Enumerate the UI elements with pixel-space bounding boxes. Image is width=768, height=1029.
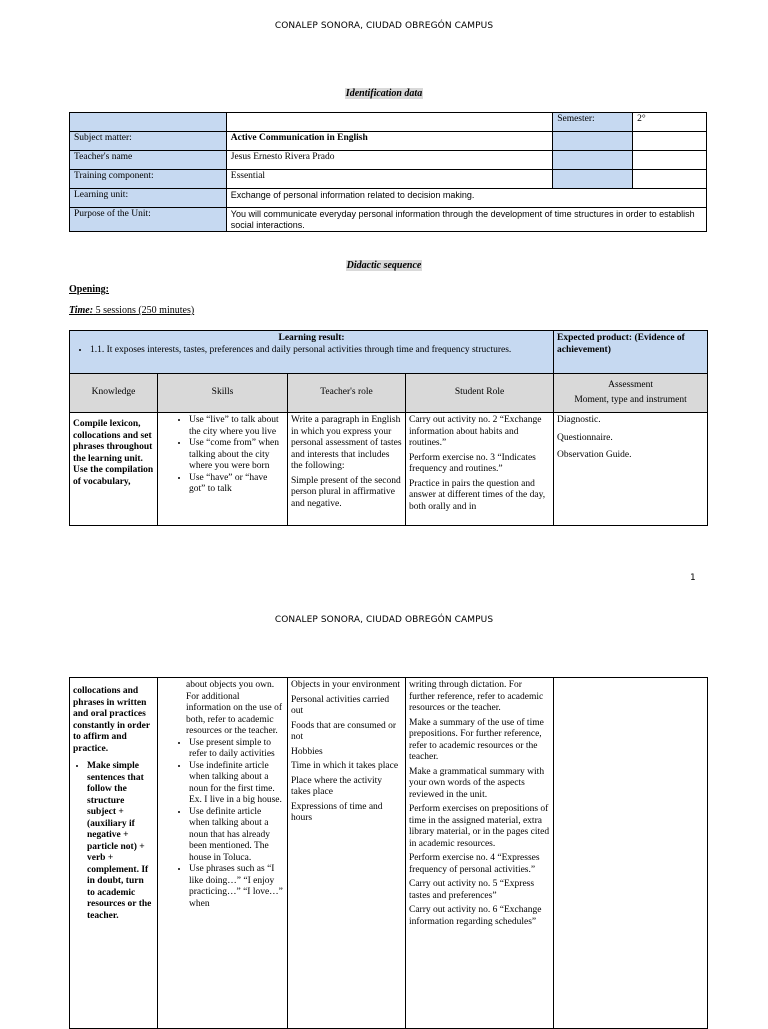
table-row — [70, 189, 707, 208]
assessment-cell — [554, 413, 708, 526]
table-row — [70, 413, 708, 526]
table-cell — [553, 151, 633, 170]
knowledge-cell — [70, 413, 158, 526]
table-row — [70, 374, 708, 413]
assessment-item: Observation Guide. — [557, 450, 632, 460]
list-item: • Use “have” or “have got” to talk — [189, 473, 284, 496]
list-item: • Use indefinite article when talking about a noun for the first time. Ex. I live in a big house. — [189, 761, 284, 807]
section-title-identification: Identification data — [345, 88, 423, 99]
table-cell — [633, 151, 707, 170]
student-text: writing through dictation. For further reference, refer to academic resources or the teacher. — [409, 680, 544, 713]
teacher-text: Expressions of time and hours — [291, 801, 383, 823]
header-skills: Skills — [158, 374, 288, 413]
student-role-cell — [406, 413, 554, 526]
learning-result-list — [73, 345, 550, 357]
student-text: Practice in pairs the question and answer at different times of the day, both orally and in — [409, 478, 546, 512]
table-cell — [553, 170, 633, 189]
knowledge-list — [73, 761, 154, 922]
row-value: Active Communication in English — [226, 132, 552, 151]
semester-value: 2° — [633, 113, 707, 132]
assessment-item: Diagnostic. — [557, 415, 601, 425]
row-label: Learning unit: — [70, 189, 227, 208]
student-text: Carry out activity no. 5 “Express tastes and preferences” — [409, 879, 535, 901]
list-item: • Use definite article when talking about a noun that has already been mentioned. The house in Toluca. — [189, 807, 284, 865]
table-row — [70, 151, 707, 170]
teacher-text: Time in which it takes place — [291, 761, 399, 771]
table-row — [70, 132, 707, 151]
assessment-subtitle: Moment, type and instrument — [574, 395, 687, 405]
student-text: Perform exercise no. 3 “Indicates frequency and routines.” — [409, 452, 536, 474]
identification-table — [69, 112, 707, 232]
time-label: Time: — [69, 305, 94, 316]
list-item: • Make simple sentences that follow the structure subject + (auxiliary if negative + particle not) + verb + complement. If in doubt, turn to academic resources or the teacher. — [87, 761, 154, 922]
row-label: Teacher's name — [70, 151, 227, 170]
expected-product-cell: Expected product: (Evidence of achievement) — [554, 331, 708, 374]
row-value: Exchange of personal information related to decision making. — [226, 189, 706, 208]
learning-result-title: Learning result: — [278, 333, 345, 343]
list-item: • Use “live” to talk about the city where you live — [189, 415, 284, 438]
row-value: You will communicate everyday personal information through the development of time structures in order to establish social interactions. — [226, 208, 706, 232]
assessment-cell — [554, 678, 708, 1029]
student-role-cell — [406, 678, 554, 1029]
knowledge-text: Compile lexicon, collocations and set phrases throughout the learning unit. — [73, 419, 153, 464]
row-label: Training component: — [70, 170, 227, 189]
table-row — [70, 170, 707, 189]
teacher-text: Place where the activity takes place — [291, 775, 383, 797]
header-teacher-role: Teacher's role — [288, 374, 406, 413]
teacher-text: Hobbies — [291, 746, 323, 757]
table-row — [70, 208, 707, 232]
teacher-text: Write a paragraph in English in which you express your personal assessment of tastes and interests that includes the following: — [291, 415, 402, 471]
teacher-role-cell — [288, 678, 406, 1029]
table-row — [70, 331, 708, 374]
list-item: • Use present simple to refer to daily activities — [189, 738, 284, 761]
student-text: Perform exercise no. 4 “Expresses frequency of personal activities.” — [409, 853, 540, 875]
knowledge-extra: Use the compilation of vocabulary, — [73, 465, 154, 487]
assessment-title: Assessment — [608, 379, 653, 390]
row-label: Purpose of the Unit: — [70, 208, 227, 232]
didactic-table-continued — [69, 677, 708, 1029]
page-number: 1 — [690, 573, 696, 583]
time-line — [69, 305, 194, 316]
student-text: Make a summary of the use of time prepositions. For further reference, refer to academic resources or the teacher. — [409, 717, 544, 762]
time-value: 5 sessions (250 minutes) — [93, 305, 195, 316]
skills-cell — [158, 413, 288, 526]
knowledge-text: collocations and phrases in written and oral practices constantly in order to affirm and practice. — [73, 686, 150, 754]
table-cell — [226, 113, 552, 132]
learning-result-cell — [70, 331, 554, 374]
row-value: Essential — [226, 170, 552, 189]
skills-list — [161, 738, 284, 911]
section-title-didactic: Didactic sequence — [346, 260, 422, 271]
skills-cell — [158, 678, 288, 1029]
table-row — [70, 113, 707, 132]
table-cell — [70, 113, 227, 132]
skills-text: about objects you own. For additional information on the use of both, refer to academic resources or the teacher. — [186, 680, 283, 736]
teacher-text: Objects in your environment — [291, 680, 400, 690]
semester-label: Semester: — [553, 113, 633, 132]
table-row — [70, 678, 708, 1029]
didactic-table — [69, 330, 708, 526]
teacher-role-cell — [288, 413, 406, 526]
page-header: CONALEP SONORA, CIUDAD OBREGÓN CAMPUS — [274, 615, 494, 625]
student-text: Perform exercises on prepositions of time in the assigned material, extra library material, or in the pages cited in academic resources. — [409, 804, 550, 849]
assessment-item: Questionnaire. — [557, 432, 613, 443]
student-text: Carry out activity no. 2 “Exchange information about habits and routines.” — [409, 415, 542, 448]
student-text: Carry out activity no. 6 “Exchange information regarding schedules” — [409, 905, 542, 927]
row-value: Jesus Ernesto Rivera Prado — [226, 151, 552, 170]
opening-label: Opening: — [69, 284, 110, 295]
row-label: Subject matter: — [70, 132, 227, 151]
table-cell — [553, 132, 633, 151]
list-item: • Use “come from” when talking about the city where you were born — [189, 438, 284, 473]
header-knowledge: Knowledge — [70, 374, 158, 413]
table-cell — [633, 170, 707, 189]
teacher-text: Foods that are consumed or not — [291, 720, 397, 742]
list-item: • 1.1. It exposes interests, tastes, preferences and daily personal activities through time and frequency structures. — [90, 345, 550, 357]
table-cell — [633, 132, 707, 151]
knowledge-cell — [70, 678, 158, 1029]
teacher-text: Personal activities carried out — [291, 694, 390, 716]
list-item: • Use phrases such as “I like doing…” “I enjoy practicing…” “I love…” when — [189, 864, 284, 910]
page-header: CONALEP SONORA, CIUDAD OBREGÓN CAMPUS — [274, 21, 494, 31]
header-student-role: Student Role — [406, 374, 554, 413]
student-text: Make a grammatical summary with your own words of the aspects reviewed in the unit. — [409, 766, 545, 800]
teacher-text: Simple present of the second person plural in affirmative and negative. — [291, 475, 401, 509]
header-assessment — [554, 374, 708, 413]
skills-list — [161, 415, 284, 496]
